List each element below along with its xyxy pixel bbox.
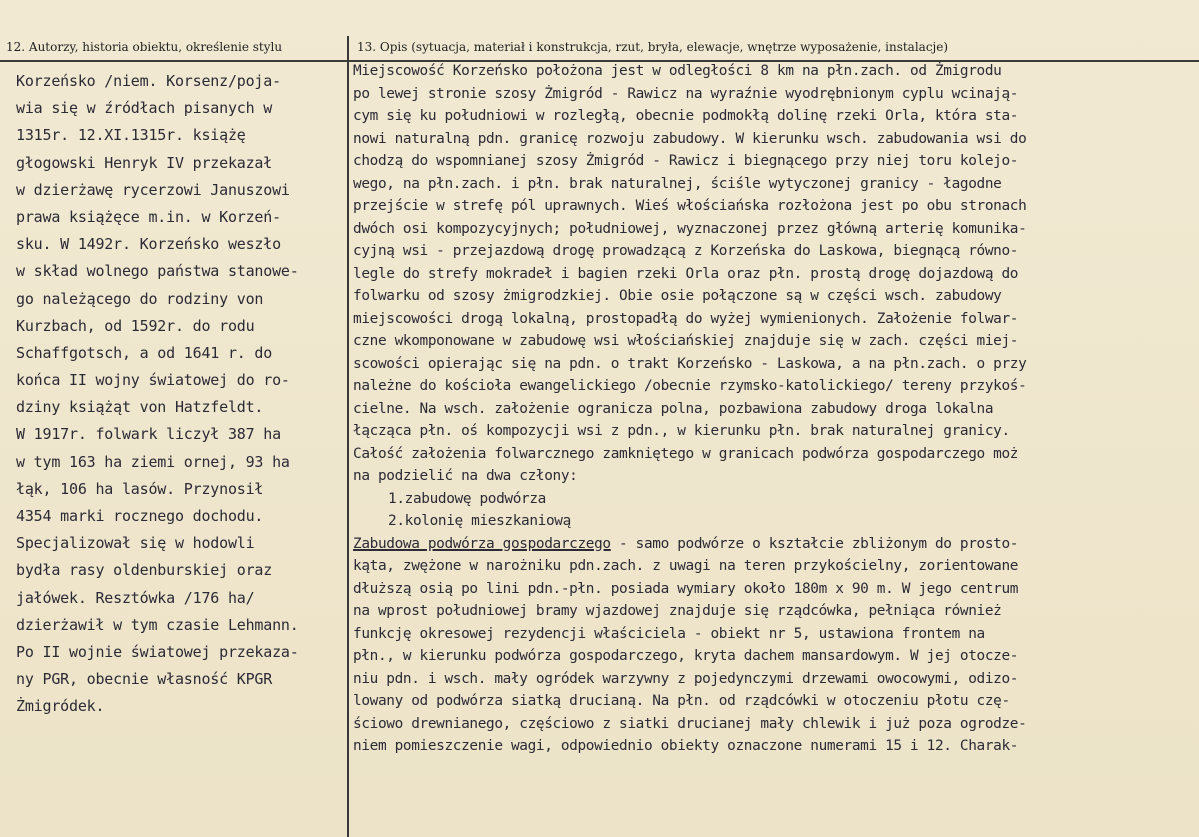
- text-line: miejscowości drogą lokalną, prostopadłą do wyżej wymienionych. Założenie folwar-: [353, 310, 1019, 327]
- text-line: scowości opierając się na pdn. o trakt Korzeńsko - Laskowa, a na płn.zach. o przy: [353, 355, 1027, 372]
- text-line: łącząca płn. oś kompozycji wsi z pdn., w kierunku płn. brak naturalnej granicy.: [353, 423, 1010, 439]
- section-first-line-rest: - samo podwórze o kształcie zbliżonym do prosto-: [610, 535, 1019, 552]
- text-line: Po II wojnie światowej przekaza-: [16, 642, 299, 661]
- text-line: wia się w źródłach pisanych w: [16, 99, 273, 118]
- text-line: dłuższą osią po lini pdn.-płn. posiada wymiary około 180m x 90 m. W jego centrum: [353, 580, 1019, 597]
- text-line: po lewej stronie szosy Żmigród - Rawicz na wyraźnie wyodrębnionym cyplu wcinają-: [353, 85, 1019, 102]
- text-line: sku. W 1492r. Korzeńsko weszło: [16, 235, 281, 254]
- text-line: cym się ku południowi w rozległą, obecnie podmokłą dolinę rzeki Orla, która sta-: [353, 108, 1019, 124]
- column-divider: [347, 36, 349, 837]
- description-text: [353, 60, 1195, 758]
- text-line: dwóch osi kompozycyjnych; południowej, wyznaczonej przez główną arterię komunika-: [353, 220, 1027, 237]
- text-line: w tym 163 ha ziemi ornej, 93 ha: [16, 452, 290, 471]
- list-item: 1.zabudowę podwórza: [388, 490, 546, 507]
- text-line: jałówek. Resztówka /176 ha/: [16, 588, 255, 607]
- text-line: dzierżawił w tym czasie Lehmann.: [16, 615, 299, 634]
- text-line: ny PGR, obecnie własność KPGR: [16, 670, 273, 689]
- history-text: [16, 68, 346, 721]
- text-line: Kurzbach, od 1592r. do rodu: [16, 316, 255, 335]
- text-line: głogowski Henryk IV przekazał: [16, 153, 273, 172]
- list-item: 2.kolonię mieszkaniową: [388, 513, 571, 529]
- text-line: w dzierżawę rycerzowi Januszowi: [16, 180, 290, 199]
- text-line: Miejscowość Korzeńsko położona jest w odległości 8 km na płn.zach. od Żmigrodu: [353, 63, 1002, 79]
- text-line: końca II wojny światowej do ro-: [16, 371, 290, 390]
- text-line: ściowo drewnianego, częściowo z siatki drucianej mały chlewik i już poza ogrodze-: [353, 715, 1027, 732]
- text-line: cielne. Na wsch. założenie ogranicza polna, pozbawiona zabudowy droga lokalna: [353, 400, 994, 417]
- text-line: funkcję okresowej rezydencji właściciela - obiekt nr 5, ustawiona frontem na: [353, 625, 985, 642]
- text-line: płn., w kierunku podwórza gospodarczego, kryta dachem mansardowym. W jej otocze-: [353, 648, 1019, 664]
- section-heading: Zabudowa podwórza gospodarczego: [353, 535, 611, 552]
- text-line: Żmigródek.: [16, 697, 105, 716]
- text-line: dziny książąt von Hatzfeldt.: [16, 398, 264, 417]
- text-line: Schaffgotsch, a od 1641 r. do: [16, 343, 273, 362]
- text-line: 1315r. 12.XI.1315r. książę: [16, 126, 246, 145]
- section-first-line: [353, 533, 1195, 556]
- text-line: nowi naturalną pdn. granicę rozwoju zabudowy. W kierunku wsch. zabudowania wsi do: [353, 130, 1027, 147]
- text-line: lowany od podwórza siatką drucianą. Na płn. od rządcówki w otoczeniu płotu czę-: [353, 693, 1010, 709]
- text-line: W 1917r. folwark liczył 387 ha: [16, 425, 281, 444]
- text-line: Specjalizował się w hodowli: [16, 534, 255, 553]
- text-line: niu pdn. i wsch. mały ogródek warzywny z pojedynczymi drzewami owocowymi, odizo-: [353, 670, 1019, 687]
- text-line: łąk, 106 ha lasów. Przynosił: [16, 479, 264, 498]
- text-line: folwarku od szosy żmigrodzkiej. Obie osie połączone są w części wsch. zabudowy: [353, 288, 1002, 304]
- text-line: go należącego do rodziny von: [16, 289, 264, 308]
- text-line: kąta, zwężone w narożniku pdn.zach. z uwagi na teren przykościelny, zorientowane: [353, 558, 1019, 574]
- text-line: prawa książęce m.in. w Korzeń-: [16, 207, 281, 226]
- text-line: Korzeńsko /niem. Korsenz/poja-: [16, 72, 281, 90]
- text-line: na wprost południowej bramy wjazdowej znajduje się rządcówka, pełniąca również: [353, 603, 1002, 619]
- text-line: cyjną wsi - przejazdową drogę prowadzącą z Korzeńska do Laskowa, biegnącą równo-: [353, 243, 1019, 259]
- text-line: bydła rasy oldenburskiej oraz: [16, 561, 273, 580]
- text-line: wego, na płn.zach. i płn. brak naturalnej, ściśle wytyczonej granicy - łagodne: [353, 175, 1002, 192]
- section-12-heading: 12. Autorzy, historia obiektu, określenie stylu: [6, 40, 283, 54]
- text-line: legle do strefy mokradeł i bagien rzeki Orla oraz płn. prostą drogę dojazdową do: [353, 265, 1019, 282]
- text-line: Całość założenia folwarcznego zamkniętego w granicach podwórza gospodarczego moż: [353, 445, 1019, 462]
- text-line: chodzą do wspomnianej szosy Żmigród - Rawicz i biegnącego przy niej toru kolejo-: [353, 153, 1019, 169]
- text-line: przejście w strefę pól uprawnych. Wieś włościańska rozłożona jest po obu stronach: [353, 198, 1027, 214]
- text-line: należne do kościoła ewangelickiego /obecnie rzymsko-katolickiego/ tereny przykoś-: [353, 378, 1027, 394]
- text-line: w skład wolnego państwa stanowe-: [16, 262, 299, 281]
- text-line: niem pomieszczenie wagi, odpowiednio obiekty oznaczone numerami 15 i 12. Charak-: [353, 738, 1019, 754]
- text-line: na podzielić na dwa człony:: [353, 468, 578, 484]
- text-line: czne wkomponowane w zabudowę wsi włościańskiej znajduje się w zach. części miej-: [353, 333, 1019, 349]
- section-13-heading: 13. Opis (sytuacja, materiał i konstrukcja, rzut, bryła, elewacje, wnętrze wyposażenie, instalacje): [357, 40, 949, 54]
- text-line: 4354 marki rocznego dochodu.: [16, 507, 264, 525]
